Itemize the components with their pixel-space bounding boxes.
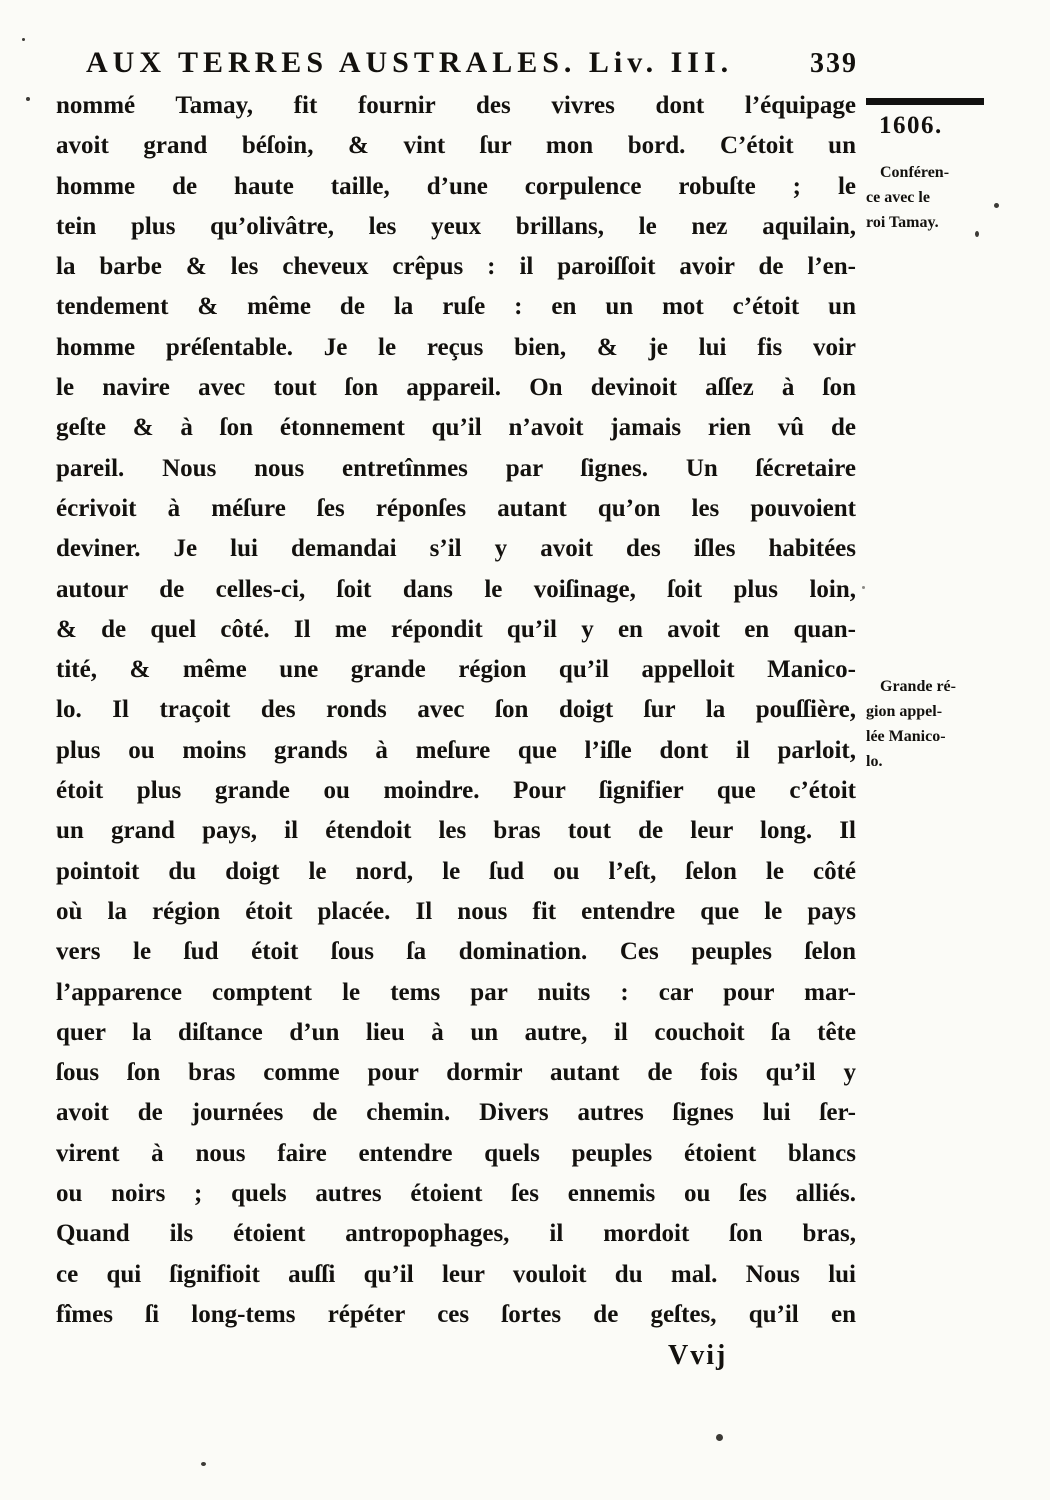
scan-speck — [26, 97, 30, 101]
text-line: ce qui ſignifioit auſſi qu’il leur vouloit du mal. Nous lui — [56, 1260, 856, 1288]
scan-speck — [994, 203, 999, 208]
header-title: AUX TERRES AUSTRALES. Liv. III. — [86, 46, 734, 79]
text-line: lo. Il traçoit des ronds avec ſon doigt ſur la pouſſière, — [56, 696, 856, 724]
text-line: ſous ſon bras comme pour dormir autant de fois qu’il y — [56, 1059, 856, 1087]
text-line: homme préſentable. Je le reçus bien, & je lui fis voir — [56, 333, 856, 361]
text-line: roi Tamay. — [866, 214, 939, 231]
text-line: Conféren- — [880, 164, 950, 181]
text-line: & de quel côté. Il me répondit qu’il y en avoit en quan- — [56, 615, 856, 643]
text-line: homme de haute taille, d’une corpulence robuſte ; le — [56, 172, 856, 200]
text-line: geſte & à ſon étonnement qu’il n’avoit jamais rien vû de — [56, 414, 856, 442]
text-line: ce avec le — [866, 189, 930, 206]
text-line: écrivoit à méſure ſes réponſes autant qu’on les pouvoient — [56, 494, 856, 522]
text-line: deviner. Je lui demandai s’il y avoit des iſles habitées — [56, 535, 856, 563]
text-line: pareil. Nous nous entretînmes par ſignes. Un ſécretaire — [56, 454, 856, 482]
text-line: la barbe & les cheveux crêpus : il paroiſſoit avoir de l’en- — [56, 253, 856, 281]
text-line: gion appel- — [866, 703, 943, 720]
page-number: 339 — [810, 48, 858, 79]
text-line: autour de celles-ci, ſoit dans le voiſinage, ſoit plus loin, — [56, 575, 856, 603]
text-line: fîmes ſi long-tems répéter ces ſortes de geſtes, qu’il en — [56, 1300, 856, 1328]
text-line: tein plus qu’olivâtre, les yeux brillans, le nez aquilain, — [56, 212, 856, 240]
text-line: nommé Tamay, fit fournir des vivres dont l’équipage — [56, 92, 856, 119]
text-line: vers le ſud étoit ſous ſa domination. Ces peuples ſelon — [56, 938, 856, 966]
text-line: un grand pays, il étendoit les bras tout de leur long. Il — [56, 817, 856, 845]
margin-year-note: 1606. — [879, 112, 943, 139]
scan-speck — [862, 586, 865, 589]
text-line: avoit de journées de chemin. Divers autres ſignes lui ſer- — [56, 1099, 856, 1127]
text-line: Quand ils étoient antropophages, il mordoit ſon bras, — [56, 1220, 856, 1248]
text-line: avoit grand béſoin, & vint ſur mon bord. C’étoit un — [56, 132, 856, 160]
text-line: ou noirs ; quels autres étoient ſes ennemis ou ſes alliés. — [56, 1180, 856, 1208]
running-header — [86, 46, 858, 80]
main-text-block — [56, 86, 856, 1335]
text-line: plus ou moins grands à meſure que l’iſle dont il parloit, — [56, 736, 856, 764]
text-line: lo. — [866, 753, 883, 770]
text-line: tendement & même de la ruſe : en un mot c’étoit un — [56, 293, 856, 321]
margin-note-conference — [866, 160, 990, 235]
catchword-signature: Vvij — [668, 1340, 728, 1371]
margin-note-manicolo — [866, 674, 990, 774]
text-line: lée Manico- — [866, 728, 946, 745]
text-line: le navire avec tout ſon appareil. On devinoit aſſez à ſon — [56, 374, 856, 402]
text-line: quer la diſtance d’un lieu à un autre, il couchoit ſa tête — [56, 1018, 856, 1046]
margin-divider-rule — [866, 98, 984, 105]
scan-speck — [201, 1462, 206, 1466]
text-line: où la région étoit placée. Il nous fit entendre que le pays — [56, 897, 856, 925]
text-line: tité, & même une grande région qu’il appelloit Manico- — [56, 656, 856, 684]
text-line: pointoit du doigt le nord, le ſud ou l’eſt, ſelon le côté — [56, 857, 856, 885]
text-line: l’apparence comptent le tems par nuits : car pour mar- — [56, 978, 856, 1006]
scan-speck — [975, 231, 979, 237]
scan-speck — [716, 1434, 723, 1441]
scan-speck — [22, 38, 25, 41]
text-line: Grande ré- — [880, 678, 956, 695]
text-line: étoit plus grande ou moindre. Pour ſignifier que c’étoit — [56, 777, 856, 805]
text-line: virent à nous faire entendre quels peuples étoient blancs — [56, 1139, 856, 1167]
